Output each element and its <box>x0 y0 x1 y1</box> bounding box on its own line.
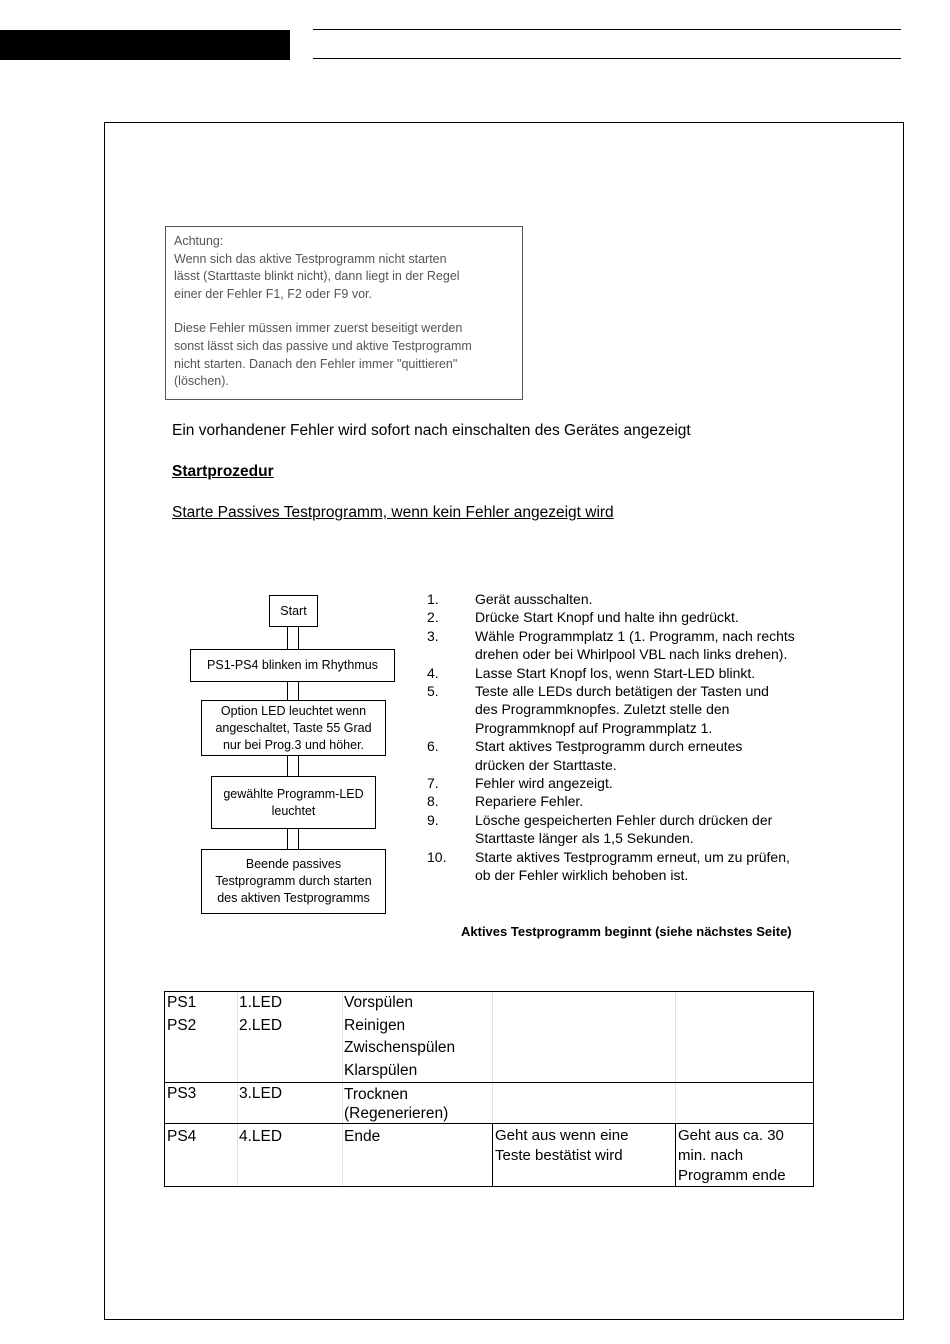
table-cell-ps: PS1 <box>167 994 197 1011</box>
step-text: Repariere Fehler. <box>475 793 584 810</box>
section-subheading: Starte Passives Testprogramm, wenn kein Fehler angezeigt wird <box>172 504 614 521</box>
step-text: ob der Fehler wirklich behoben ist. <box>475 867 689 884</box>
step-text: Start aktives Testprogramm durch erneutes <box>475 738 743 755</box>
warning-box <box>165 226 523 400</box>
section-heading: Startprozedur <box>172 463 274 480</box>
flow-connector <box>287 681 299 701</box>
table-divider <box>237 1124 238 1186</box>
table-cell-empty <box>675 992 813 1015</box>
step-text: drehen oder bei Whirlpool VBL nach links drehen). <box>475 646 788 663</box>
table-cell-note <box>492 1126 675 1186</box>
step-text: Lasse Start Knopf los, wenn Start-LED blinkt. <box>475 664 756 681</box>
table-divider <box>492 992 493 1015</box>
table-cell-ps: PS3 <box>167 1085 197 1102</box>
next-page-note: Aktives Testprogramm beginnt (siehe nächstes Seite) <box>461 924 792 939</box>
table-cell-phase: Zwischenspülen <box>344 1039 456 1056</box>
warning-line: nicht starten. Danach den Fehler immer "quittieren" <box>174 356 458 371</box>
intro-text: Ein vorhandener Fehler wird sofort nach einschalten des Gerätes angezeigt <box>172 422 691 439</box>
table-cell-empty <box>675 1015 813 1083</box>
table-cell-ps: PS4 <box>167 1128 197 1145</box>
table-cell-phase: Vorspülen <box>344 994 413 1011</box>
table-cell-led: 3.LED <box>239 1085 283 1102</box>
step-text: Starte aktives Testprogramm erneut, um zu prüfen, <box>475 848 790 865</box>
flow-connector <box>287 755 299 777</box>
table-cell-line: min. nach <box>678 1147 744 1164</box>
table-divider <box>342 1015 343 1083</box>
table-cell-empty <box>492 1015 675 1083</box>
table-divider <box>492 1083 493 1123</box>
step-number: 5. <box>427 683 439 700</box>
flow-box-line: Testprogramm durch starten <box>215 874 372 888</box>
flow-box-line: Beende passives <box>245 857 342 871</box>
flow-start-label: Start <box>280 603 307 618</box>
table-divider <box>675 1083 676 1123</box>
step-number: 9. <box>427 811 439 828</box>
table-divider <box>675 992 676 1015</box>
flow-box-line: leuchtet <box>271 803 316 818</box>
list-item <box>427 737 827 774</box>
list-item <box>427 590 827 608</box>
flow-box-blink <box>190 649 395 682</box>
step-text: Wähle Programmplatz 1 (1. Programm, nach rechts <box>475 627 795 644</box>
table-cell-led: 4.LED <box>239 1128 283 1145</box>
step-text: Lösche gespeicherten Fehler durch drücken der <box>475 811 773 828</box>
warning-line: einer der Fehler F1, F2 oder F9 vor. <box>174 286 373 301</box>
table-divider <box>492 1124 493 1186</box>
table-cell-phase: Reinigen <box>344 1016 406 1034</box>
warning-line: lässt (Starttaste blinkt nicht), dann liegt in der Regel <box>174 269 460 284</box>
header-black-bar <box>0 30 290 60</box>
flow-box-line: nur bei Prog.3 und höher. <box>222 737 365 752</box>
list-item <box>427 627 827 664</box>
table-cell-note <box>675 1126 813 1186</box>
table-cell-phase: (Regenerieren) <box>344 1105 449 1122</box>
list-item <box>427 682 827 737</box>
table-divider <box>492 1015 493 1083</box>
flow-box-option-led <box>201 700 386 756</box>
step-number: 7. <box>427 775 439 792</box>
step-text: Starttaste länger als 1,5 Sekunden. <box>475 830 694 847</box>
warning-line: Diese Fehler müssen immer zuerst beseitigt werden <box>174 321 463 336</box>
flow-box-line: gewählte Programm-LED <box>223 786 364 801</box>
flow-box-line: Option LED leuchtet wenn <box>220 703 367 718</box>
led-table <box>164 991 814 1187</box>
table-row <box>165 1015 813 1083</box>
table-cell-line: Geht aus ca. 30 <box>678 1127 784 1144</box>
table-divider <box>237 1015 238 1083</box>
table-divider <box>237 1083 238 1123</box>
list-item <box>427 608 827 626</box>
step-text: Teste alle LEDs durch betätigen der Tasten und <box>475 683 769 700</box>
table-divider <box>675 1015 676 1083</box>
table-divider <box>342 1083 343 1123</box>
step-number: 6. <box>427 738 439 755</box>
step-number: 8. <box>427 793 439 810</box>
list-item <box>427 664 827 682</box>
table-cell-phase: Klarspülen <box>344 1061 418 1079</box>
table-cell-phase: Ende <box>344 1128 381 1145</box>
step-text: Drücke Start Knopf und halte ihn gedrückt. <box>475 609 739 626</box>
step-number: 4. <box>427 664 439 681</box>
table-row <box>165 1082 813 1123</box>
list-item <box>427 811 827 848</box>
table-row <box>165 1123 813 1186</box>
list-item <box>427 848 827 885</box>
table-cell-phase: Trocknen <box>344 1086 409 1103</box>
table-cell-ps: PS2 <box>167 1016 197 1034</box>
step-text: Gerät ausschalten. <box>475 591 593 607</box>
table-row <box>165 992 813 1015</box>
warning-line: (löschen). <box>174 374 229 389</box>
table-cell-line: Teste bestätist wird <box>495 1147 623 1164</box>
step-text: Programmknopf auf Programmplatz 1. <box>475 719 713 736</box>
table-cell-led: 2.LED <box>239 1016 283 1034</box>
flow-start-box <box>269 595 318 627</box>
table-cell-phase-group <box>342 1083 492 1123</box>
step-number: 3. <box>427 627 439 644</box>
table-divider <box>342 1124 343 1186</box>
table-cell-empty <box>675 1083 813 1123</box>
table-cell-led: 1.LED <box>239 994 283 1011</box>
step-number: 2. <box>427 609 439 626</box>
flow-box-end-passive <box>201 849 386 914</box>
table-cell-phase-group <box>342 1015 492 1083</box>
table-divider <box>342 992 343 1015</box>
header-rule-bottom <box>313 58 901 59</box>
step-text: drücken der Starttaste. <box>475 756 617 773</box>
table-cell-empty <box>492 992 675 1015</box>
list-item <box>427 774 827 792</box>
table-divider <box>675 1124 676 1186</box>
warning-line: Achtung: <box>174 234 224 248</box>
header-rule-top <box>313 29 901 30</box>
table-cell-empty <box>492 1083 675 1123</box>
list-item <box>427 792 827 810</box>
step-text: Fehler wird angezeigt. <box>475 775 613 792</box>
step-text: des Programmknopfes. Zuletzt stelle den <box>475 701 730 718</box>
table-divider <box>237 992 238 1015</box>
warning-line: sonst lässt sich das passive und aktive Testprogramm <box>174 338 472 353</box>
flow-box-line: angeschaltet, Taste 55 Grad <box>215 720 372 735</box>
flow-connector <box>287 626 299 650</box>
step-number: 1. <box>427 591 439 607</box>
flow-box-label: PS1-PS4 blinken im Rhythmus <box>207 658 378 672</box>
warning-line: Wenn sich das aktive Testprogramm nicht starten <box>174 251 447 266</box>
step-number: 10. <box>427 848 447 865</box>
flow-box-line: des aktiven Testprogramms <box>217 891 370 905</box>
flow-box-program-led <box>211 776 376 829</box>
flow-connector <box>287 828 299 850</box>
table-cell-line: Programm ende <box>678 1167 786 1184</box>
table-cell-line: Geht aus wenn eine <box>495 1127 629 1144</box>
steps-list <box>427 590 827 885</box>
